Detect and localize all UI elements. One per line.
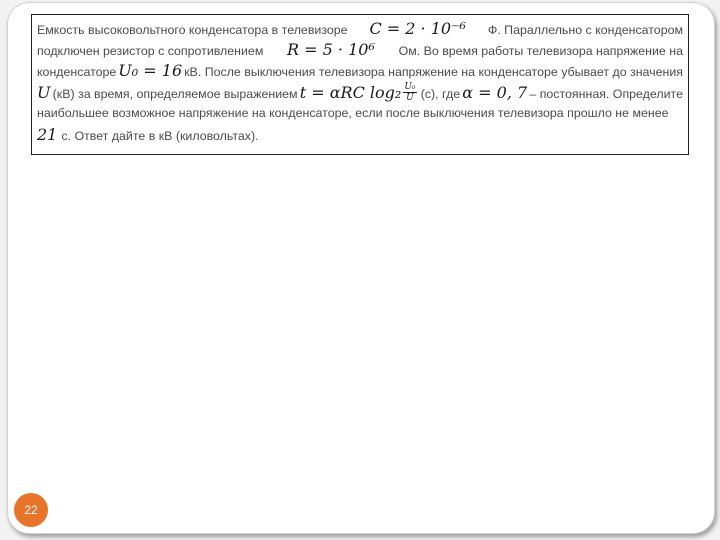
formula-resistance: R = 5 · 10⁶ bbox=[287, 40, 375, 60]
problem-text-box bbox=[31, 14, 689, 155]
problem-line-3 bbox=[37, 60, 683, 81]
text-segment: наибольшее возможное напряжение на конденсаторе, если после выключения телевизора прошло не менее bbox=[37, 105, 669, 120]
problem-line-4 bbox=[37, 82, 683, 103]
text-segment: – постоянная. Определите bbox=[529, 86, 683, 101]
formula-time-value: 21 bbox=[37, 124, 58, 144]
text-segment: кВ. После выключения телевизора напряжение на конденсаторе убывает до значения bbox=[184, 65, 683, 80]
formula-time-left: t = αRC log₂ bbox=[299, 82, 402, 102]
formula-voltage-symbol: U bbox=[37, 82, 51, 102]
formula-alpha: α = 0, 7 bbox=[462, 82, 528, 102]
problem-line-1 bbox=[37, 18, 683, 39]
fraction-numerator: U₀ bbox=[404, 81, 416, 92]
text-segment: с. Ответ дайте в кВ (киловольтах). bbox=[61, 128, 259, 143]
text-segment: Ф. Параллельно с конденсатором bbox=[487, 23, 683, 37]
problem-line-6 bbox=[37, 124, 683, 145]
text-segment: подключен резистор с сопротивлением bbox=[37, 44, 264, 59]
page-number-badge: 22 bbox=[14, 493, 48, 527]
formula-capacitance: C = 2 · 10⁻⁶ bbox=[369, 19, 466, 38]
problem-line-2 bbox=[37, 39, 683, 60]
text-segment: конденсаторе bbox=[37, 65, 117, 80]
text-segment: Емкость высоковольтного конденсатора в телевизоре bbox=[37, 23, 348, 37]
problem-line-5 bbox=[37, 103, 683, 124]
fraction-denominator: U bbox=[406, 92, 414, 103]
slide bbox=[7, 2, 715, 534]
formula-initial-voltage: U₀ = 16 bbox=[118, 61, 183, 81]
text-segment: (с), где bbox=[420, 86, 461, 101]
text-segment: (кВ) за время, определяемое выражением bbox=[52, 86, 298, 101]
formula-fraction bbox=[403, 82, 416, 103]
formula-time-expression bbox=[300, 82, 419, 105]
text-segment: Ом. Во время работы телевизора напряжение на bbox=[398, 44, 683, 59]
